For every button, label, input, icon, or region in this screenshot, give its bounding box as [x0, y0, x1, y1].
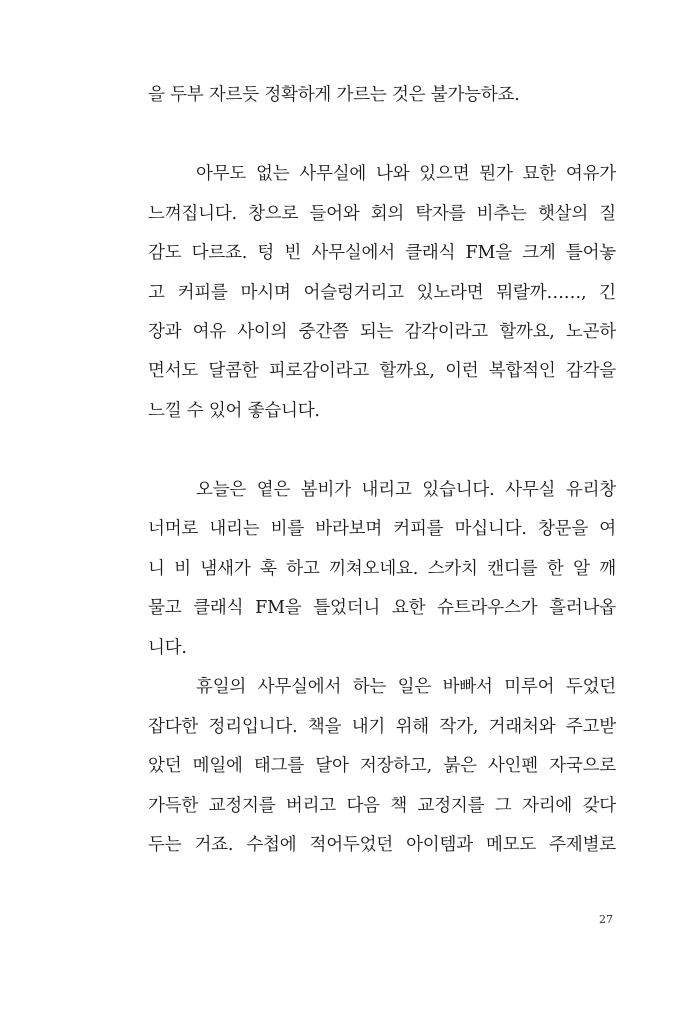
text-line: 면서도 달콤한 피로감이라고 할까요, 이런 복합적인 감각을	[148, 361, 616, 381]
text-line: 을 두부 자르듯 정확하게 가르는 것은 불가능하죠.	[148, 85, 520, 105]
text-line: 오늘은 옅은 봄비가 내리고 있습니다. 사무실 유리창	[196, 480, 616, 500]
text-line: 고 커피를 마시며 어슬렁거리고 있노라면 뭐랄까……, 긴	[148, 283, 616, 303]
text-line: 았던 메일에 태그를 달아 저장하고, 붉은 사인펜 자국으로	[148, 756, 616, 776]
text-line: 장과 여유 사이의 중간쯤 되는 감각이라고 할까요, 노곤하	[148, 322, 616, 342]
text-line: 느껴집니다. 창으로 들어와 회의 탁자를 비추는 햇살의 질	[148, 204, 616, 224]
text-line: 니 비 냄새가 훅 하고 끼쳐오네요. 스카치 캔디를 한 알 깨	[148, 559, 616, 579]
text-line: 너머로 내리는 비를 바라보며 커피를 마십니다. 창문을 여	[148, 519, 616, 539]
text-line: 아무도 없는 사무실에 나와 있으면 뭔가 묘한 여유가	[196, 164, 616, 184]
text-line: 니다.	[148, 638, 187, 658]
text-line: 물고 클래식 FM을 틀었더니 요한 슈트라우스가 흘러나옵	[148, 598, 616, 618]
text-line: 두는 거죠. 수첩에 적어두었던 아이템과 메모도 주제별로	[148, 835, 616, 855]
text-line: 감도 다르죠. 텅 빈 사무실에서 클래식 FM을 크게 틀어놓	[148, 243, 616, 263]
text-line: 휴일의 사무실에서 하는 일은 바빠서 미루어 두었던	[196, 677, 616, 697]
page-number: 27	[599, 913, 613, 926]
text-line: 잡다한 정리입니다. 책을 내기 위해 작가, 거래처와 주고받	[148, 717, 616, 737]
text-line: 가득한 교정지를 버리고 다음 책 교정지를 그 자리에 갖다	[148, 796, 616, 816]
text-line: 느낄 수 있어 좋습니다.	[148, 401, 320, 421]
